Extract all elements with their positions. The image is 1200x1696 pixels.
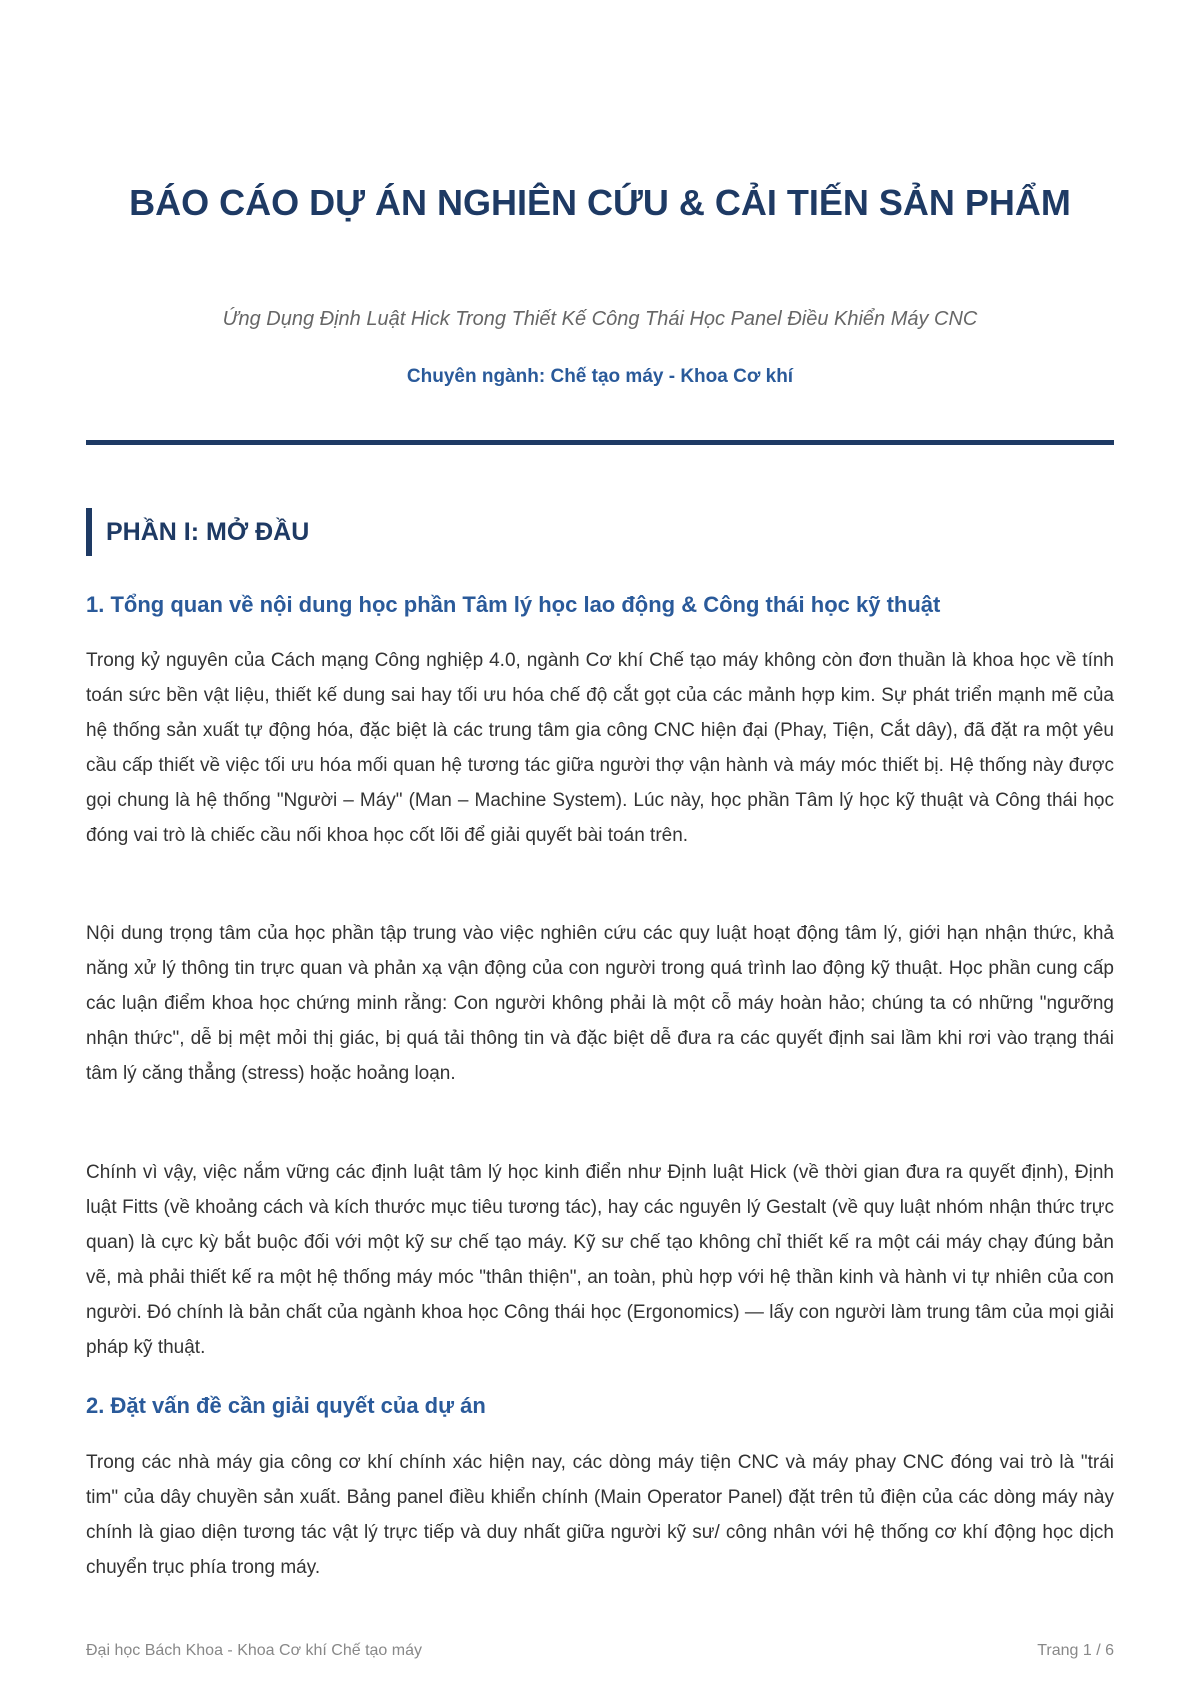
paragraph-1: Trong kỷ nguyên của Cách mạng Công nghiệp 4.0, ngành Cơ khí Chế tạo máy không còn đơn thuần là khoa học về tính toán sức bền vật liệu, thiết kế dung sai hay tối ưu hóa chế độ cắt gọt của các mảnh hợp kim. Sự phát triển mạnh mẽ của hệ thống sản xuất tự động hóa, đặc biệt là các trung tâm gia công CNC hiện đại (Phay, Tiện, Cắt dây), đã đặt ra một yêu cầu cấp thiết về việc tối ưu hóa mối quan hệ tương tác giữa người thợ vận hành và máy móc thiết bị. Hệ thống này được gọi chung là hệ thống "Người – Máy" (Man – Machine System). Lúc này, học phần Tâm lý học kỹ thuật và Công thái học đóng vai trò là chiếc cầu nối khoa học cốt lõi để giải quyết bài toán trên. (86, 650, 1114, 846)
page-number: Trang 1 / 6 (1037, 1642, 1114, 1659)
paragraph-3: Chính vì vậy, việc nắm vững các định luật tâm lý học kinh điển như Định luật Hick (về thời gian đưa ra quyết định), Định luật Fitts (về khoảng cách và kích thước mục tiêu tương tác), hay các nguyên lý Gestalt (về quy luật nhóm nhận thức trực quan) là cực kỳ bắt buộc đối với một kỹ sư chế tạo máy. Kỹ sư chế tạo không chỉ thiết kế ra một cái máy chạy đúng bản vẽ, mà phải thiết kế ra một hệ thống máy móc "thân thiện", an toàn, phù hợp với hệ thần kinh và hành vi tự nhiên của con người. Đó chính là bản chất của ngành khoa học Công thái học (Ergonomics) — lấy con người làm trung tâm của mọi giải pháp kỹ thuật. (86, 1162, 1114, 1358)
section-heading (86, 508, 309, 556)
paragraph-4: Trong các nhà máy gia công cơ khí chính xác hiện nay, các dòng máy tiện CNC và máy phay CNC đóng vai trò là "trái tim" của dây chuyền sản xuất. Bảng panel điều khiển chính (Main Operator Panel) đặt trên tủ điện của các dòng máy này chính là giao diện tương tác vật lý trực tiếp và duy nhất giữa người kỹ sư/ công nhân với hệ thống cơ khí động học dịch chuyển trục phía trong máy. (86, 1452, 1114, 1578)
report-subtitle: Ứng Dụng Định Luật Hick Trong Thiết Kế Công Thái Học Panel Điều Khiển Máy CNC (222, 308, 978, 330)
report-title: BÁO CÁO DỰ ÁN NGHIÊN CỨU & CẢI TIẾN SẢN PHẨM (129, 182, 1071, 223)
section-accent-bar (86, 508, 92, 556)
footer-institution: Đại học Bách Khoa - Khoa Cơ khí Chế tạo máy (86, 1642, 422, 1659)
header-divider (86, 440, 1114, 445)
page-footer (86, 1642, 1114, 1660)
paragraph-2: Nội dung trọng tâm của học phần tập trung vào việc nghiên cứu các quy luật hoạt động tâm lý, giới hạn nhận thức, khả năng xử lý thông tin trực quan và phản xạ vận động của con người trong quá trình lao động kỹ thuật. Học phần cung cấp các luận điểm khoa học chứng minh rằng: Con người không phải là một cỗ máy hoàn hảo; chúng ta có những "ngưỡng nhận thức", dễ bị mệt mỏi thị giác, bị quá tải thông tin và đặc biệt dễ đưa ra các quyết định sai lầm khi rơi vào trạng thái tâm lý căng thẳng (stress) hoặc hoảng loạn. (86, 923, 1114, 1084)
section-title: PHẦN I: MỞ ĐẦU (106, 517, 310, 546)
document-page (86, 0, 1114, 1696)
major-line: Chuyên ngành: Chế tạo máy - Khoa Cơ khí (406, 366, 794, 387)
subsection-heading-2: 2. Đặt vấn đề cần giải quyết của dự án (86, 1393, 486, 1418)
subsection-heading-1: 1. Tổng quan về nội dung học phần Tâm lý học lao động & Công thái học kỹ thuật (86, 592, 941, 617)
